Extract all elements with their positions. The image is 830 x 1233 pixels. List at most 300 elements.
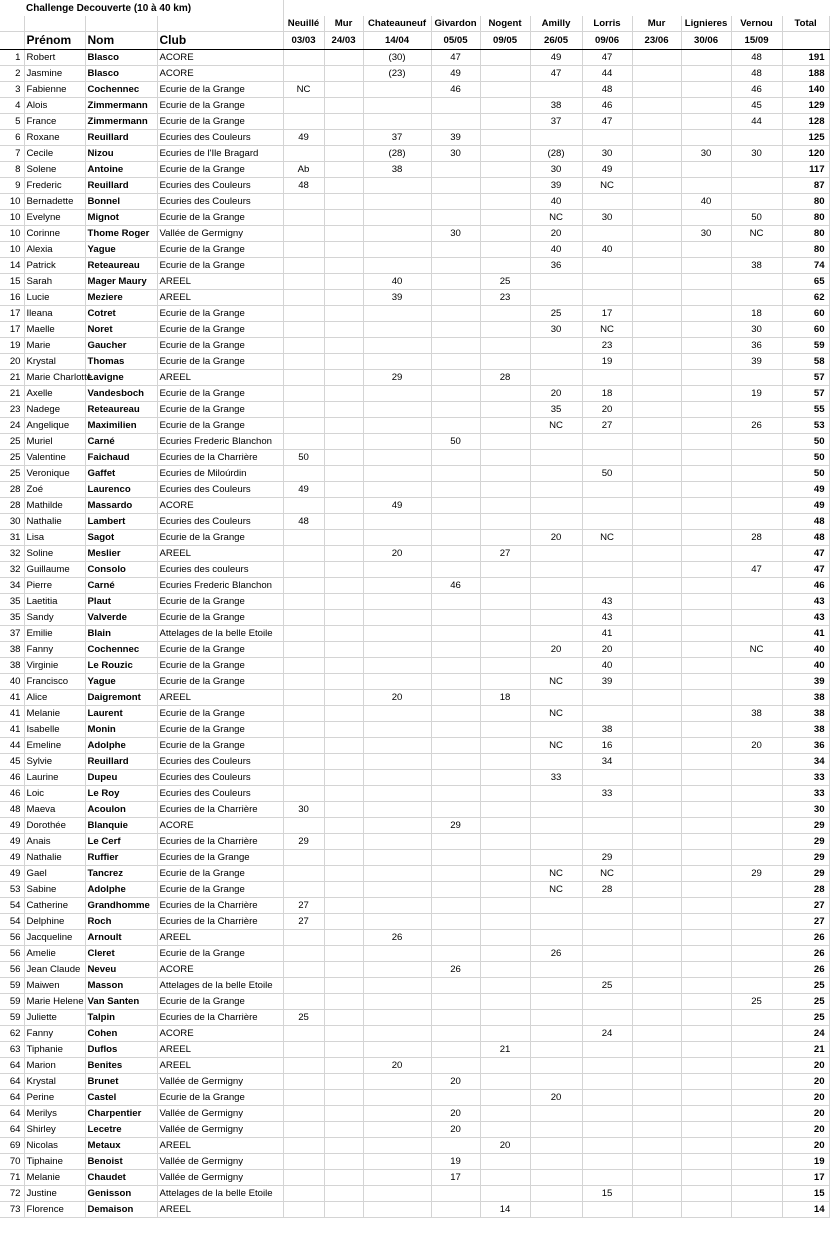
score-cell[interactable] <box>681 1010 731 1026</box>
score-cell[interactable] <box>480 754 530 770</box>
nom-cell[interactable]: Reuillard <box>85 754 157 770</box>
nom-cell[interactable]: Reteaureau <box>85 402 157 418</box>
score-cell[interactable] <box>324 1074 363 1090</box>
club-cell[interactable]: Ecuries Frederic Blanchon <box>157 434 283 450</box>
score-cell[interactable] <box>431 642 480 658</box>
prenom-cell[interactable]: Mathilde <box>24 498 85 514</box>
prenom-cell[interactable]: Robert <box>24 50 85 66</box>
score-cell[interactable] <box>632 1202 681 1218</box>
score-cell[interactable]: 40 <box>530 194 582 210</box>
score-cell[interactable] <box>480 210 530 226</box>
score-cell[interactable]: 27 <box>283 914 324 930</box>
nom-cell[interactable]: Laurent <box>85 706 157 722</box>
score-cell[interactable] <box>324 498 363 514</box>
score-cell[interactable] <box>530 818 582 834</box>
score-cell[interactable] <box>632 562 681 578</box>
score-cell[interactable]: 18 <box>731 306 782 322</box>
score-cell[interactable] <box>431 770 480 786</box>
prenom-cell[interactable]: Nadege <box>24 402 85 418</box>
score-cell[interactable] <box>431 1138 480 1154</box>
club-cell[interactable]: Ecuries de la Charrière <box>157 450 283 466</box>
score-cell[interactable] <box>283 946 324 962</box>
score-cell[interactable] <box>731 370 782 386</box>
rank-cell[interactable]: 17 <box>0 322 24 338</box>
score-cell[interactable] <box>681 1026 731 1042</box>
score-cell[interactable] <box>431 834 480 850</box>
score-cell[interactable] <box>363 626 431 642</box>
score-cell[interactable] <box>363 1026 431 1042</box>
score-cell[interactable] <box>283 818 324 834</box>
score-cell[interactable] <box>632 994 681 1010</box>
score-cell[interactable] <box>632 626 681 642</box>
nom-cell[interactable]: Cotret <box>85 306 157 322</box>
prenom-cell[interactable]: Justine <box>24 1186 85 1202</box>
score-cell[interactable] <box>582 578 632 594</box>
score-cell[interactable]: NC <box>530 882 582 898</box>
score-cell[interactable]: 30 <box>681 146 731 162</box>
score-cell[interactable] <box>480 610 530 626</box>
score-cell[interactable] <box>632 946 681 962</box>
score-cell[interactable] <box>731 466 782 482</box>
score-cell[interactable] <box>431 178 480 194</box>
total-cell[interactable]: 62 <box>782 290 829 306</box>
score-cell[interactable] <box>324 418 363 434</box>
club-cell[interactable]: Ecurie de la Grange <box>157 242 283 258</box>
score-cell[interactable] <box>530 562 582 578</box>
score-cell[interactable] <box>731 658 782 674</box>
club-cell[interactable]: Vallée de Germigny <box>157 1074 283 1090</box>
score-cell[interactable] <box>731 1042 782 1058</box>
total-cell[interactable]: 40 <box>782 658 829 674</box>
prenom-cell[interactable]: Muriel <box>24 434 85 450</box>
prenom-cell[interactable]: Isabelle <box>24 722 85 738</box>
score-cell[interactable] <box>731 690 782 706</box>
prenom-cell[interactable]: Emilie <box>24 626 85 642</box>
score-cell[interactable] <box>582 802 632 818</box>
prenom-cell[interactable]: Angelique <box>24 418 85 434</box>
rank-cell[interactable]: 35 <box>0 610 24 626</box>
event-date-header[interactable]: 23/06 <box>632 32 681 50</box>
score-cell[interactable] <box>324 82 363 98</box>
score-cell[interactable] <box>681 578 731 594</box>
prenom-cell[interactable]: Sandy <box>24 610 85 626</box>
rank-cell[interactable]: 32 <box>0 562 24 578</box>
score-cell[interactable] <box>283 194 324 210</box>
score-cell[interactable] <box>731 290 782 306</box>
score-cell[interactable] <box>431 338 480 354</box>
score-cell[interactable] <box>431 562 480 578</box>
score-cell[interactable] <box>632 866 681 882</box>
rank-cell[interactable]: 59 <box>0 978 24 994</box>
score-cell[interactable] <box>431 242 480 258</box>
nom-cell[interactable]: Charpentier <box>85 1106 157 1122</box>
score-cell[interactable]: 27 <box>480 546 530 562</box>
score-cell[interactable] <box>363 674 431 690</box>
score-cell[interactable] <box>283 50 324 66</box>
score-cell[interactable] <box>324 834 363 850</box>
rank-cell[interactable]: 49 <box>0 866 24 882</box>
score-cell[interactable]: 25 <box>283 1010 324 1026</box>
score-cell[interactable]: 49 <box>582 162 632 178</box>
score-cell[interactable] <box>431 1026 480 1042</box>
score-cell[interactable] <box>632 370 681 386</box>
prenom-cell[interactable]: Soline <box>24 546 85 562</box>
score-cell[interactable] <box>731 578 782 594</box>
score-cell[interactable] <box>731 482 782 498</box>
rank-cell[interactable]: 28 <box>0 482 24 498</box>
score-cell[interactable]: 28 <box>582 882 632 898</box>
score-cell[interactable] <box>480 850 530 866</box>
score-cell[interactable] <box>283 242 324 258</box>
score-cell[interactable] <box>632 386 681 402</box>
nom-cell[interactable]: Masson <box>85 978 157 994</box>
nom-cell[interactable]: Cochennec <box>85 82 157 98</box>
event-name-header[interactable]: Amilly <box>530 16 582 32</box>
event-name-header[interactable]: Lorris <box>582 16 632 32</box>
prenom-cell[interactable]: Tiphanie <box>24 1042 85 1058</box>
sheet-title[interactable]: Challenge Decouverte (10 à 40 km) <box>24 0 283 16</box>
score-cell[interactable]: 18 <box>480 690 530 706</box>
score-cell[interactable] <box>283 962 324 978</box>
score-cell[interactable]: 30 <box>582 210 632 226</box>
score-cell[interactable] <box>283 1106 324 1122</box>
prenom-cell[interactable]: Patrick <box>24 258 85 274</box>
score-cell[interactable]: 40 <box>582 242 632 258</box>
score-cell[interactable] <box>431 1010 480 1026</box>
header-total[interactable]: Total <box>782 16 829 32</box>
club-cell[interactable]: Ecurie de la Grange <box>157 258 283 274</box>
score-cell[interactable] <box>480 962 530 978</box>
score-cell[interactable]: 30 <box>283 802 324 818</box>
score-cell[interactable]: 39 <box>363 290 431 306</box>
total-cell[interactable]: 48 <box>782 514 829 530</box>
total-cell[interactable]: 33 <box>782 786 829 802</box>
rank-cell[interactable]: 17 <box>0 306 24 322</box>
score-cell[interactable] <box>283 930 324 946</box>
score-cell[interactable] <box>363 514 431 530</box>
score-cell[interactable] <box>480 562 530 578</box>
prenom-cell[interactable]: Melanie <box>24 1170 85 1186</box>
score-cell[interactable] <box>530 1186 582 1202</box>
nom-cell[interactable]: Daigremont <box>85 690 157 706</box>
score-cell[interactable] <box>324 530 363 546</box>
rank-cell[interactable]: 64 <box>0 1122 24 1138</box>
score-cell[interactable] <box>324 162 363 178</box>
total-cell[interactable]: 117 <box>782 162 829 178</box>
score-cell[interactable] <box>324 434 363 450</box>
nom-cell[interactable]: Chaudet <box>85 1170 157 1186</box>
nom-cell[interactable]: Meziere <box>85 290 157 306</box>
score-cell[interactable] <box>363 658 431 674</box>
score-cell[interactable] <box>681 1138 731 1154</box>
score-cell[interactable] <box>480 834 530 850</box>
nom-cell[interactable]: Yague <box>85 674 157 690</box>
score-cell[interactable] <box>731 1170 782 1186</box>
total-cell[interactable]: 20 <box>782 1138 829 1154</box>
header-prenom[interactable]: Prénom <box>24 32 85 50</box>
score-cell[interactable] <box>431 530 480 546</box>
score-cell[interactable] <box>681 1154 731 1170</box>
rank-cell[interactable]: 9 <box>0 178 24 194</box>
score-cell[interactable] <box>681 1202 731 1218</box>
nom-cell[interactable]: Valverde <box>85 610 157 626</box>
score-cell[interactable] <box>324 322 363 338</box>
total-cell[interactable]: 120 <box>782 146 829 162</box>
score-cell[interactable]: 23 <box>480 290 530 306</box>
score-cell[interactable] <box>582 834 632 850</box>
rank-cell[interactable]: 8 <box>0 162 24 178</box>
rank-cell[interactable]: 25 <box>0 450 24 466</box>
total-cell[interactable]: 80 <box>782 194 829 210</box>
club-cell[interactable]: Vallée de Germigny <box>157 1122 283 1138</box>
score-cell[interactable] <box>632 610 681 626</box>
score-cell[interactable] <box>681 370 731 386</box>
score-cell[interactable] <box>283 322 324 338</box>
score-cell[interactable] <box>681 162 731 178</box>
score-cell[interactable] <box>530 1138 582 1154</box>
score-cell[interactable] <box>731 1138 782 1154</box>
score-cell[interactable] <box>324 674 363 690</box>
score-cell[interactable] <box>480 354 530 370</box>
score-cell[interactable]: 40 <box>582 658 632 674</box>
score-cell[interactable] <box>632 1010 681 1026</box>
score-cell[interactable] <box>431 1058 480 1074</box>
score-cell[interactable] <box>324 1106 363 1122</box>
score-cell[interactable]: 28 <box>731 530 782 546</box>
club-cell[interactable]: AREEL <box>157 370 283 386</box>
score-cell[interactable]: 43 <box>582 610 632 626</box>
score-cell[interactable] <box>431 626 480 642</box>
score-cell[interactable] <box>363 1106 431 1122</box>
nom-cell[interactable]: Plaut <box>85 594 157 610</box>
score-cell[interactable] <box>324 1026 363 1042</box>
score-cell[interactable]: (28) <box>530 146 582 162</box>
score-cell[interactable] <box>480 162 530 178</box>
score-cell[interactable] <box>324 210 363 226</box>
prenom-cell[interactable]: Krystal <box>24 1074 85 1090</box>
rank-cell[interactable]: 48 <box>0 802 24 818</box>
score-cell[interactable] <box>582 434 632 450</box>
nom-cell[interactable]: Adolphe <box>85 738 157 754</box>
score-cell[interactable] <box>632 466 681 482</box>
prenom-cell[interactable]: Marie Charlotte <box>24 370 85 386</box>
score-cell[interactable]: 33 <box>530 770 582 786</box>
score-cell[interactable] <box>480 770 530 786</box>
score-cell[interactable] <box>681 994 731 1010</box>
score-cell[interactable] <box>582 1170 632 1186</box>
club-cell[interactable]: Ecurie de la Grange <box>157 98 283 114</box>
nom-cell[interactable]: Monin <box>85 722 157 738</box>
score-cell[interactable] <box>582 1058 632 1074</box>
club-cell[interactable]: Ecurie de la Grange <box>157 738 283 754</box>
score-cell[interactable]: 49 <box>283 482 324 498</box>
club-cell[interactable]: Ecurie de la Grange <box>157 418 283 434</box>
score-cell[interactable] <box>324 354 363 370</box>
nom-cell[interactable]: Faichaud <box>85 450 157 466</box>
score-cell[interactable]: 25 <box>480 274 530 290</box>
score-cell[interactable] <box>681 594 731 610</box>
nom-cell[interactable]: Blain <box>85 626 157 642</box>
rank-cell[interactable]: 69 <box>0 1138 24 1154</box>
score-cell[interactable] <box>582 194 632 210</box>
score-cell[interactable] <box>324 658 363 674</box>
prenom-cell[interactable]: Laurine <box>24 770 85 786</box>
rank-cell[interactable]: 54 <box>0 914 24 930</box>
score-cell[interactable] <box>731 1010 782 1026</box>
club-cell[interactable]: Ecuries de la Grange <box>157 850 283 866</box>
score-cell[interactable] <box>480 130 530 146</box>
score-cell[interactable]: 14 <box>480 1202 530 1218</box>
score-cell[interactable] <box>324 290 363 306</box>
score-cell[interactable] <box>632 1074 681 1090</box>
score-cell[interactable] <box>283 658 324 674</box>
event-date-header[interactable]: 14/04 <box>363 32 431 50</box>
score-cell[interactable] <box>681 722 731 738</box>
total-cell[interactable]: 29 <box>782 850 829 866</box>
score-cell[interactable] <box>731 754 782 770</box>
score-cell[interactable] <box>582 994 632 1010</box>
score-cell[interactable] <box>681 882 731 898</box>
score-cell[interactable] <box>363 1010 431 1026</box>
score-cell[interactable] <box>431 802 480 818</box>
score-cell[interactable]: NC <box>530 706 582 722</box>
rank-cell[interactable]: 15 <box>0 274 24 290</box>
nom-cell[interactable]: Thome Roger <box>85 226 157 242</box>
nom-cell[interactable]: Tancrez <box>85 866 157 882</box>
total-cell[interactable]: 80 <box>782 242 829 258</box>
total-cell[interactable]: 38 <box>782 706 829 722</box>
score-cell[interactable]: 20 <box>582 642 632 658</box>
score-cell[interactable] <box>283 226 324 242</box>
score-cell[interactable] <box>363 194 431 210</box>
prenom-cell[interactable]: Roxane <box>24 130 85 146</box>
rank-cell[interactable]: 20 <box>0 354 24 370</box>
score-cell[interactable] <box>632 914 681 930</box>
score-cell[interactable] <box>431 978 480 994</box>
score-cell[interactable] <box>731 130 782 146</box>
score-cell[interactable] <box>632 530 681 546</box>
score-cell[interactable] <box>681 498 731 514</box>
score-cell[interactable] <box>480 578 530 594</box>
club-cell[interactable]: Ecurie de la Grange <box>157 706 283 722</box>
nom-cell[interactable]: Vandesboch <box>85 386 157 402</box>
score-cell[interactable] <box>681 242 731 258</box>
score-cell[interactable] <box>582 370 632 386</box>
score-cell[interactable] <box>582 1042 632 1058</box>
score-cell[interactable] <box>431 754 480 770</box>
score-cell[interactable] <box>582 546 632 562</box>
prenom-cell[interactable]: Sarah <box>24 274 85 290</box>
rank-cell[interactable]: 49 <box>0 834 24 850</box>
score-cell[interactable]: 17 <box>431 1170 480 1186</box>
score-cell[interactable] <box>731 274 782 290</box>
prenom-cell[interactable]: Veronique <box>24 466 85 482</box>
nom-cell[interactable]: Blanquie <box>85 818 157 834</box>
score-cell[interactable] <box>530 1122 582 1138</box>
score-cell[interactable] <box>431 418 480 434</box>
score-cell[interactable] <box>530 338 582 354</box>
score-cell[interactable] <box>480 1074 530 1090</box>
score-cell[interactable] <box>681 786 731 802</box>
total-cell[interactable]: 20 <box>782 1074 829 1090</box>
score-cell[interactable] <box>530 978 582 994</box>
club-cell[interactable]: Ecurie de la Grange <box>157 338 283 354</box>
total-cell[interactable]: 20 <box>782 1106 829 1122</box>
score-cell[interactable] <box>431 898 480 914</box>
score-cell[interactable] <box>480 498 530 514</box>
score-cell[interactable] <box>324 594 363 610</box>
total-cell[interactable]: 48 <box>782 530 829 546</box>
score-cell[interactable] <box>363 642 431 658</box>
score-cell[interactable] <box>283 594 324 610</box>
score-cell[interactable] <box>363 322 431 338</box>
score-cell[interactable] <box>283 1074 324 1090</box>
rank-cell[interactable]: 53 <box>0 882 24 898</box>
nom-cell[interactable]: Reuillard <box>85 130 157 146</box>
score-cell[interactable] <box>632 706 681 722</box>
score-cell[interactable] <box>431 466 480 482</box>
score-cell[interactable]: 43 <box>582 594 632 610</box>
score-cell[interactable] <box>632 66 681 82</box>
score-cell[interactable] <box>431 290 480 306</box>
nom-cell[interactable]: Laurenco <box>85 482 157 498</box>
total-cell[interactable]: 14 <box>782 1202 829 1218</box>
score-cell[interactable] <box>431 114 480 130</box>
score-cell[interactable] <box>363 1202 431 1218</box>
total-cell[interactable]: 140 <box>782 82 829 98</box>
rank-cell[interactable]: 21 <box>0 370 24 386</box>
score-cell[interactable] <box>632 978 681 994</box>
score-cell[interactable] <box>681 706 731 722</box>
rank-cell[interactable]: 21 <box>0 386 24 402</box>
score-cell[interactable] <box>632 514 681 530</box>
score-cell[interactable] <box>582 258 632 274</box>
score-cell[interactable] <box>324 946 363 962</box>
score-cell[interactable] <box>681 834 731 850</box>
score-cell[interactable] <box>363 994 431 1010</box>
score-cell[interactable] <box>283 610 324 626</box>
score-cell[interactable] <box>731 178 782 194</box>
score-cell[interactable] <box>681 738 731 754</box>
club-cell[interactable]: Ecurie de la Grange <box>157 210 283 226</box>
nom-cell[interactable]: Arnoult <box>85 930 157 946</box>
club-cell[interactable]: ACORE <box>157 818 283 834</box>
score-cell[interactable] <box>480 402 530 418</box>
nom-cell[interactable]: Lambert <box>85 514 157 530</box>
rank-cell[interactable]: 73 <box>0 1202 24 1218</box>
score-cell[interactable] <box>530 834 582 850</box>
prenom-cell[interactable]: Dorothée <box>24 818 85 834</box>
prenom-cell[interactable]: Krystal <box>24 354 85 370</box>
score-cell[interactable] <box>530 994 582 1010</box>
total-cell[interactable]: 191 <box>782 50 829 66</box>
score-cell[interactable] <box>480 514 530 530</box>
total-cell[interactable]: 38 <box>782 722 829 738</box>
prenom-cell[interactable]: Fabienne <box>24 82 85 98</box>
score-cell[interactable] <box>283 210 324 226</box>
score-cell[interactable]: 39 <box>582 674 632 690</box>
score-cell[interactable] <box>283 866 324 882</box>
score-cell[interactable]: 16 <box>582 738 632 754</box>
score-cell[interactable] <box>324 1138 363 1154</box>
total-cell[interactable]: 74 <box>782 258 829 274</box>
score-cell[interactable]: 39 <box>431 130 480 146</box>
score-cell[interactable] <box>632 50 681 66</box>
total-cell[interactable]: 49 <box>782 482 829 498</box>
score-cell[interactable] <box>582 1106 632 1122</box>
score-cell[interactable] <box>530 1170 582 1186</box>
score-cell[interactable] <box>681 850 731 866</box>
